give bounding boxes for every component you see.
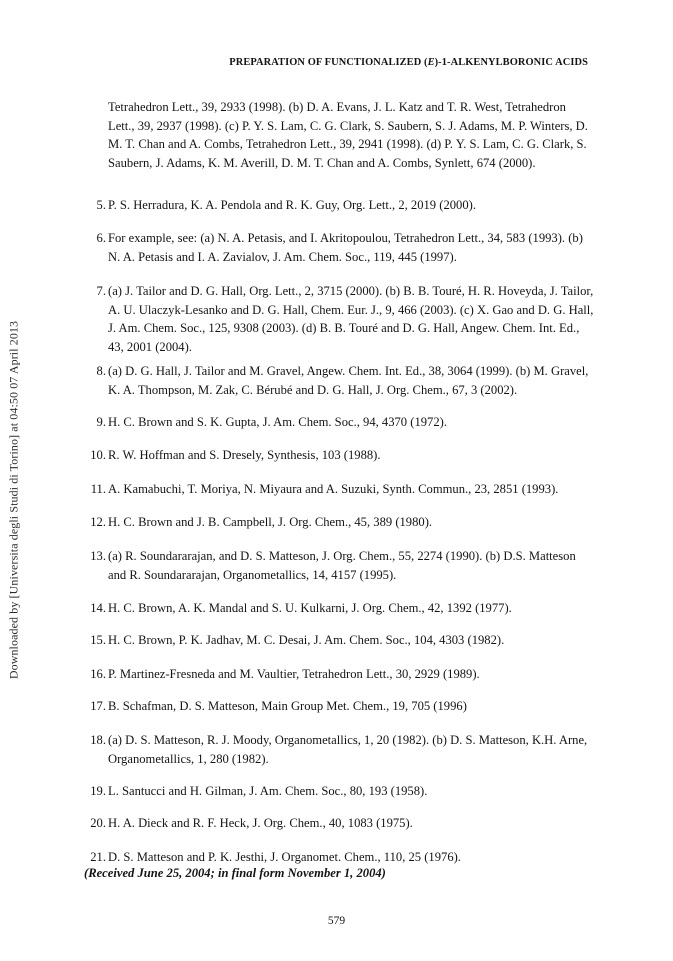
reference-number: 20. (90, 816, 106, 830)
reference-text: B. Schafman, D. S. Matteson, Main Group Met. Chem., 19, 705 (1996) (108, 699, 467, 713)
running-header-italic: E (427, 57, 435, 68)
download-watermark-text: Downloaded by [Universita degli Studi di Torino] at 04:50 07 April 2013 (6, 320, 21, 680)
reference-item (84, 814, 594, 833)
reference-number: 5. (96, 198, 106, 212)
reference-text: L. Santucci and H. Gilman, J. Am. Chem. Soc., 80, 193 (1958). (108, 784, 428, 798)
received-dates: (Received June 25, 2004; in final form November 1, 2004) (84, 866, 386, 880)
reference-item (84, 413, 594, 432)
reference-text: (a) D. G. Hall, J. Tailor and M. Gravel, Angew. Chem. Int. Ed., 38, 3064 (1999). (b) M. Gravel, K. A. Thompson, M. Zak, C. Bérubé and D. G. Hall, J. Org. Chem., 67, 3 (2002). (108, 364, 589, 397)
running-header-suffix: )-1-ALKENYLBORONIC ACIDS (434, 57, 588, 68)
reference-item (84, 547, 594, 584)
reference-text: A. Kamabuchi, T. Moriya, N. Miyaura and A. Suzuki, Synth. Commun., 23, 2851 (1993). (108, 482, 559, 496)
reference-number: 6. (96, 231, 106, 245)
reference-text: (a) R. Soundararajan, and D. S. Matteson, J. Org. Chem., 55, 2274 (1990). (b) D.S. Matteson and R. Soundararajan, Organometallics, 14, 4157 (1995). (108, 549, 576, 582)
reference-text: H. C. Brown and J. B. Campbell, J. Org. Chem., 45, 389 (1980). (108, 515, 433, 529)
reference-text: H. C. Brown, P. K. Jadhav, M. C. Desai, J. Am. Chem. Soc., 104, 4303 (1982). (108, 633, 505, 647)
reference-item (84, 446, 594, 465)
reference-item (84, 848, 594, 867)
page-number: 579 (327, 915, 346, 927)
reference-number: 8. (96, 364, 106, 378)
reference-number: 14. (90, 601, 106, 615)
reference-text: H. A. Dieck and R. F. Heck, J. Org. Chem., 40, 1083 (1975). (108, 816, 413, 830)
reference-number: 11. (90, 482, 106, 496)
reference-text: (a) D. S. Matteson, R. J. Moody, Organometallics, 1, 20 (1982). (b) D. S. Matteson, K.H. Arne, Organometallics, 1, 280 (1982). (108, 733, 588, 766)
reference-number: 10. (90, 448, 106, 462)
reference-item (84, 731, 594, 768)
reference-number: 17. (90, 699, 106, 713)
reference-number: 18. (90, 733, 106, 747)
reference-item (84, 599, 594, 618)
reference-item (84, 480, 594, 499)
reference-text: H. C. Brown and S. K. Gupta, J. Am. Chem. Soc., 94, 4370 (1972). (108, 415, 447, 429)
reference-text: D. S. Matteson and P. K. Jesthi, J. Organomet. Chem., 110, 25 (1976). (108, 850, 461, 864)
reference-number: 13. (90, 549, 106, 563)
reference-item (84, 229, 594, 266)
reference-item (84, 631, 594, 650)
reference-item (84, 665, 594, 684)
reference-text: (a) J. Tailor and D. G. Hall, Org. Lett., 2, 3715 (2000). (b) B. B. Touré, H. R. Hoveyda, J. Tailor, A. U. Ulaczyk-Lesanko and D. G. Hall, Chem. Eur. J., 9, 466 (2003). (c) X. Gao and D. G. Hall, J. Am. Chem. Soc., 125, 9308 (2003). (d) B. B. Touré and D. G. Hall, Angew. Chem. Int. Ed., 43, 2001 (2004). (108, 284, 594, 354)
reference-number: 15. (90, 633, 106, 647)
reference-text: H. C. Brown, A. K. Mandal and S. U. Kulkarni, J. Org. Chem., 42, 1392 (1977). (108, 601, 512, 615)
reference-text: P. S. Herradura, K. A. Pendola and R. K. Guy, Org. Lett., 2, 2019 (2000). (108, 198, 476, 212)
reference-number: 19. (90, 784, 106, 798)
reference-text: For example, see: (a) N. A. Petasis, and I. Akritopoulou, Tetrahedron Lett., 34, 583 (1993). (b) N. A. Petasis and I. A. Zavialov, J. Am. Chem. Soc., 119, 445 (1997). (108, 231, 583, 264)
reference-text: R. W. Hoffman and S. Dresely, Synthesis, 103 (1988). (108, 448, 381, 462)
reference-item (84, 282, 594, 356)
running-header (0, 57, 588, 68)
reference-number: 9. (96, 415, 106, 429)
reference-item (84, 362, 594, 399)
reference-item (84, 513, 594, 532)
running-header-prefix: PREPARATION OF FUNCTIONALIZED ( (229, 57, 428, 68)
reference-number: 12. (90, 515, 106, 529)
reference-number: 16. (90, 667, 106, 681)
reference-number: 21. (90, 850, 106, 864)
reference-item (84, 697, 594, 716)
reference-item (84, 782, 594, 801)
reference-text: P. Martinez-Fresneda and M. Vaultier, Tetrahedron Lett., 30, 2929 (1989). (108, 667, 480, 681)
reference-continuation: Tetrahedron Lett., 39, 2933 (1998). (b) D. A. Evans, J. L. Katz and T. R. West, Tetrahedron Lett., 39, 2937 (1998). (c) P. Y. S. Lam, C. G. Clark, S. Saubern, S. J. Adams, M. P. Winters, D. M. T. Chan and A. Combs, Tetrahedron Lett., 39, 2941 (1998). (d) P. Y. S. Lam, C. G. Clark, S. Saubern, J. Adams, K. M. Averill, D. M. T. Chan and A. Combs, Synlett, 674 (2000). (108, 100, 588, 170)
reference-item (84, 196, 594, 215)
reference-number: 7. (96, 284, 106, 298)
